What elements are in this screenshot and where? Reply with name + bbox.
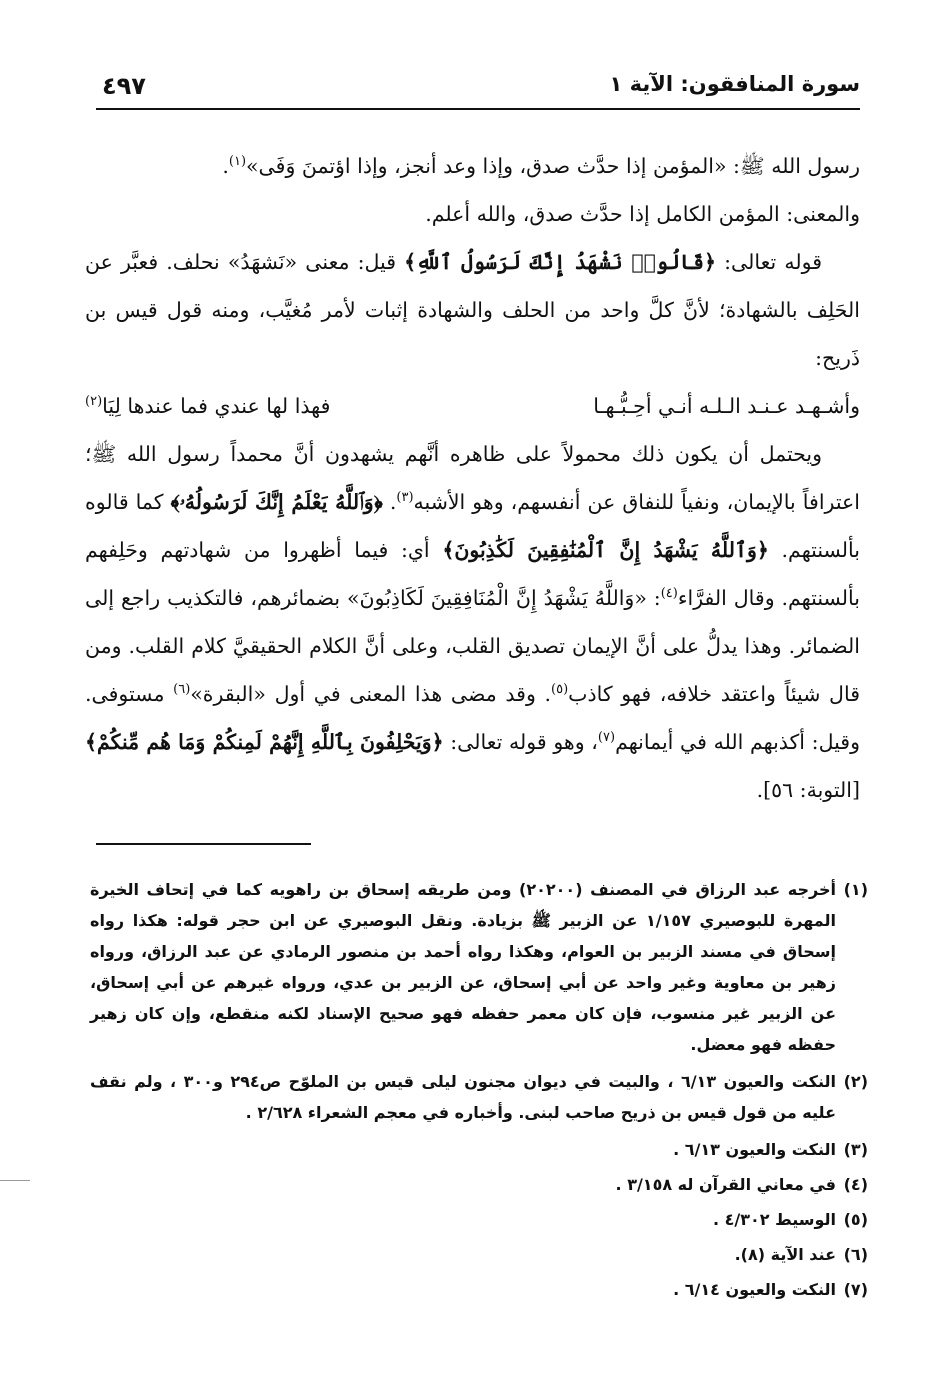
- paragraph-interpretation: [85, 430, 860, 814]
- footnote-item: [90, 1169, 868, 1200]
- footnote-item: [90, 1204, 868, 1235]
- footnote-number: (٥): [843, 1210, 868, 1229]
- footnote-text: الوسيط ٤/٣٠٢ .: [712, 1210, 836, 1229]
- text-fragment: . وقد مضى هذا المعنى في أول «البقرة»: [190, 682, 552, 706]
- poetry-verse: [85, 382, 860, 430]
- text-fragment: أي: فيما أظهروا من شهادتهم وحَلِفهم بألسنتهم. وقال الفرَّاء: [85, 538, 860, 610]
- footnote-text: النكت والعيون ٦/١٣ .: [673, 1140, 836, 1159]
- paragraph-hadith: [85, 142, 860, 190]
- page-header: [96, 66, 860, 110]
- text-fragment: قيل: معنى «نَشهَدُ» نحلف. فعبَّر عن الحَلِف بالشهادة؛ لأنَّ كلَّ واحد من الحلف والشهادة إثبات لأمر مُغيَّب، ومنه قول قيس بن ذَريح:: [85, 250, 860, 370]
- footnote-number: (٣): [843, 1140, 868, 1159]
- footnote-text: في معاني القرآن له ٣/١٥٨ .: [615, 1175, 836, 1194]
- text-fragment: ، وهو قوله تعالى:: [443, 730, 598, 754]
- verse-text: فهذا لها عندي فما عندها لِيَا: [102, 394, 331, 418]
- text-fragment: .: [222, 154, 229, 178]
- text-fragment: ويحتمل أن يكون ذلك محمولاً على ظاهره أنَّهم يشهدون أنَّ محمداً رسول الله ﷺ؛ اعترافاً بالإيمان، ونفياً للنفاق عن أنفسهم، وهو الأشبه: [85, 442, 860, 514]
- quran-quote: ﴿وَٱللَّهُ يَشْهَدُ إِنَّ ٱلْمُنَٰفِقِينَ لَكَٰذِبُونَ﴾: [442, 538, 769, 562]
- footnote-text: أخرجه عبد الرزاق في المصنف (٢٠٢٠٠) ومن طريقه إسحاق بن راهويه كما في إتحاف الخيرة المهرة للبوصيري ١/١٥٧ عن الزبير ﷺ بزيادة. ونقل البوصيري عن ابن حجر قوله: هكذا رواه إسحاق في مسند الزبير بن العوام، وهكذا رواه أحمد بن منصور الرمادي عن عبد الرزاق، ورواه زهير بن معاوية وغير واحد عن أبي إسحاق، عن الزبير بن عدي، ورواه غيرهم عن أبي إسحاق، عن الزبير غير منسوب، فإن كان معمر حفظه فهو صحيح الإسناد لكنه منقطع، وإن كان زهير حفظه فهو معضل.: [90, 880, 837, 1054]
- footnote-text: عند الآية (٨).: [734, 1245, 836, 1264]
- quran-quote: ﴿وَيَحْلِفُونَ بِٱللَّهِ إِنَّهُمْ لَمِنكُمْ وَمَا هُم مِّنكُمْ﴾: [85, 730, 444, 754]
- footnote-ref: (٦): [173, 682, 191, 698]
- footnote-ref: (٧): [597, 730, 616, 746]
- running-title: سورة المنافقون: الآية ١: [609, 72, 860, 96]
- footnote-item: [90, 874, 868, 1060]
- footnotes: [90, 874, 868, 1309]
- main-text: [85, 142, 860, 814]
- text-fragment: .: [382, 490, 397, 514]
- paragraph-meaning: والمعنى: المؤمن الكامل إذا حدَّث صدق، والله أعلم.: [425, 202, 860, 226]
- footnote-item: [90, 1274, 868, 1305]
- quran-quote: ﴿قَالُوا۟ نَشْهَدُ إِنَّكَ لَرَسُولُ ٱللَّهِ﴾: [404, 250, 717, 274]
- scan-mark: [0, 1180, 30, 1181]
- footnote-number: (٢): [843, 1072, 868, 1091]
- paragraph-verse-commentary: [85, 238, 860, 382]
- text-fragment: مستوفى. وقيل: أكذبهم الله في أيمانهم: [85, 682, 860, 754]
- page-number: ٤٩٧: [102, 72, 146, 100]
- footnote-ref: (٣): [396, 490, 414, 506]
- footnote-ref: (٥): [551, 682, 569, 698]
- text-fragment: كما قالوه بألسنتهم.: [85, 490, 861, 562]
- hadith-text: رسول الله ﷺ: «المؤمن إذا حدَّث صدق، وإذا وعد أنجز، وإذا اؤتمنَ وَفَى»: [246, 154, 860, 178]
- footnote-separator: [96, 843, 311, 845]
- footnote-ref: (٤): [660, 586, 678, 602]
- footnote-item: [90, 1134, 868, 1165]
- quran-quote: ﴿وَٱللَّهُ يَعْلَمُ إِنَّكَ لَرَسُولُهُۥ﴾: [170, 490, 383, 514]
- footnote-item: [90, 1239, 868, 1270]
- verse-first-hemistich: وأشـهـد عـنـد الـلـه أنـي أحِـبُّـهـا: [593, 394, 860, 418]
- text-fragment: : «وَاللَّهُ يَشْهَدُ إِنَّ الْمُنَافِقِينَ لَكَاذِبُونَ» بضمائرهم، فالتكذيب راجع إلى الضمائر. وهذا يدلُّ على أنَّ الإيمان تصديق القلب، وعلى أنَّ الكلام الحقيقيَّ كلام القلب. ومن قال شيئاً واعتقد خلافه، فهو كاذب: [85, 586, 860, 706]
- text-fragment: [التوبة: ٥٦].: [756, 778, 860, 802]
- footnote-number: (٦): [843, 1245, 868, 1264]
- footnote-item: [90, 1066, 868, 1128]
- text-fragment: قوله تعالى:: [716, 250, 822, 274]
- footnote-number: (١): [843, 880, 868, 899]
- footnote-ref: (١): [228, 154, 247, 170]
- footnote-text: النكت والعيون ٦/١٣ ، والبيت في ديوان مجنون ليلى قيس بن الملوّح ص٢٩٤ و٣٠٠ ، ولم نقف عليه من قول قيس بن ذريح صاحب لبنى. وأخباره في معجم الشعراء ٢/٦٢٨ .: [90, 1072, 837, 1122]
- verse-second-hemistich: فهذا لها عندي فما عندها لِيَا(٢): [85, 382, 330, 430]
- footnote-text: النكت والعيون ٦/١٤ .: [673, 1280, 836, 1299]
- footnote-number: (٧): [843, 1280, 868, 1299]
- footnote-number: (٤): [843, 1175, 868, 1194]
